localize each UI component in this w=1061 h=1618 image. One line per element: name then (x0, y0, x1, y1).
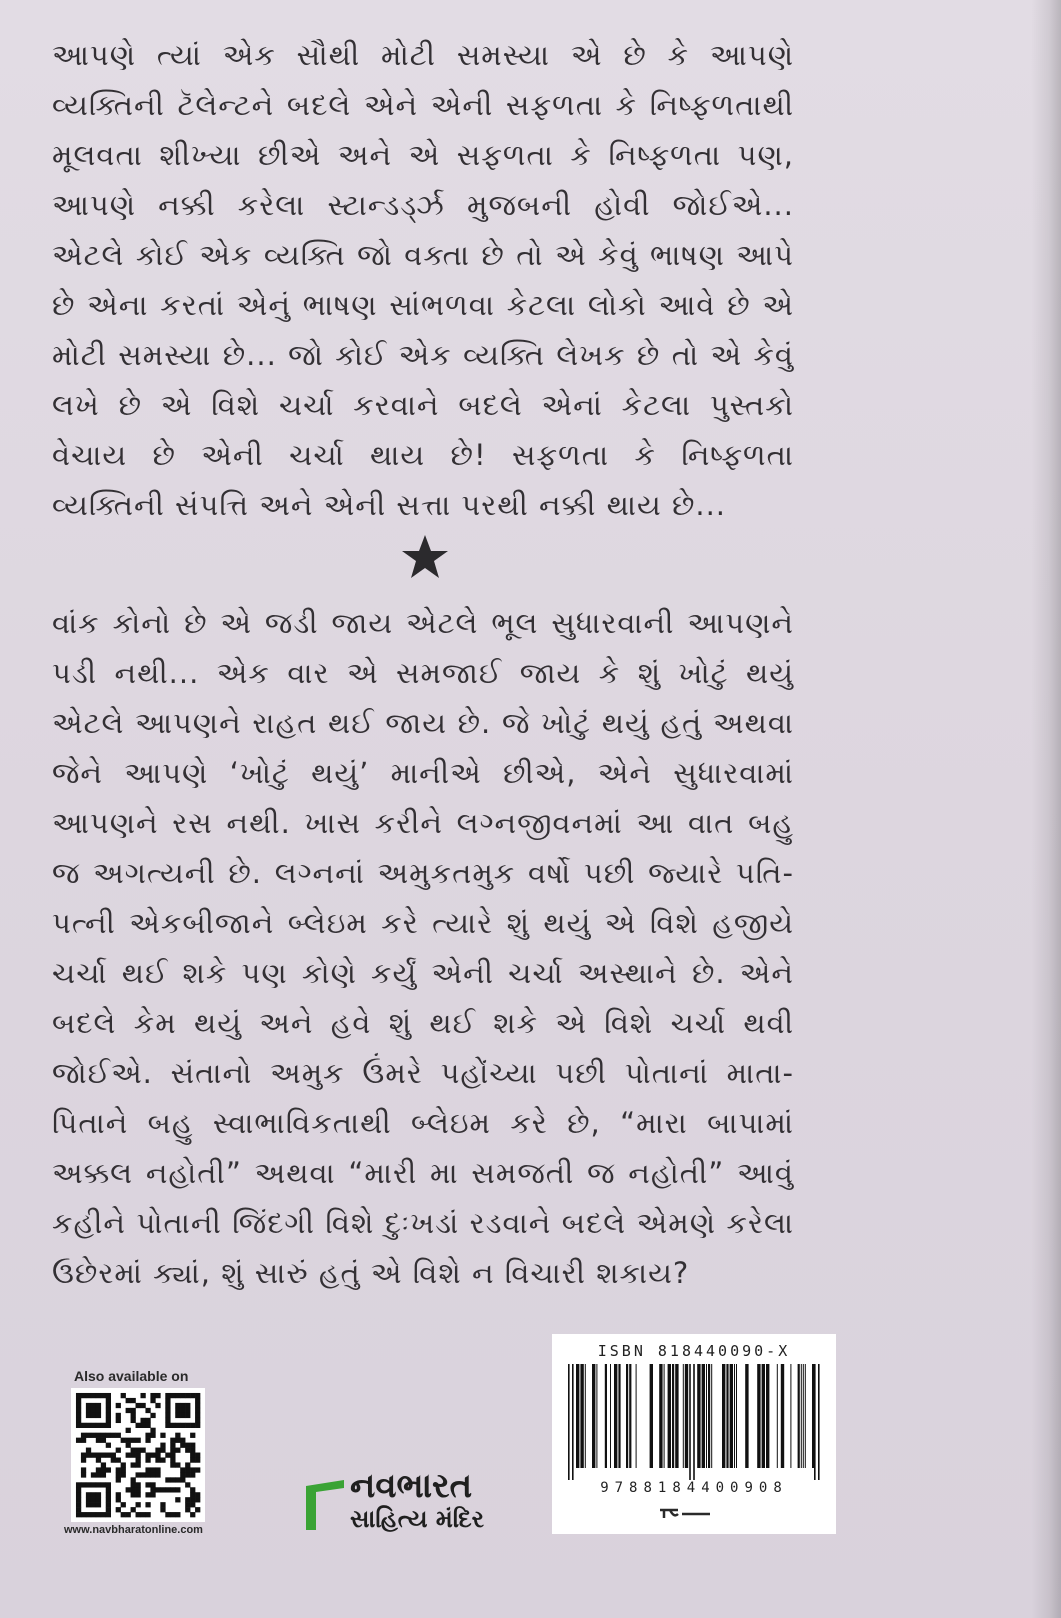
spine-shadow (1031, 0, 1061, 1618)
barcode-label (552, 1334, 836, 1534)
paragraph-1: આપણે ત્યાં એક સૌથી મોટી સમસ્યા એ છે કે આપણે વ્યક્તિની ટૅલેન્ટને બદલે એને એની સફળતા કે નિષ્ફળતાથી મૂલવતા શીખ્યા છીએ અને એ સફળતા કે નિષ્ફળતા પણ, આપણે નક્કી કરેલા સ્ટાન્ડર્ડ્ઝ મુજબની હોવી જોઈએ... એટલે કોઈ એક વ્યક્તિ જો વક્તા છે તો એ કેવું ભાષણ આપે છે એના કરતાં એનું ભાષણ સાંભળવા કેટલા લોકો આવે છે એ મોટી સમસ્યા છે... જો કોઈ એક વ્યક્તિ લેખક છે તો એ કેવું લખે છે એ વિશે ચર્ચા કરવાને બદલે એનાં કેટલા પુસ્તકો વેચાય છે એની ચર્ચા થાય છે! સફળતા કે નિષ્ફળતા વ્યક્તિની સંપત્તિ અને એની સત્તા પરથી નક્કી થાય છે... (52, 38, 794, 522)
publisher-name: નવભારત (350, 1466, 473, 1506)
paragraph-2: વાંક કોનો છે એ જડી જાય એટલે ભૂલ સુધારવાની આપણને પડી નથી... એક વાર એ સમજાઈ જાય કે શું ખોટું થયું એટલે આપણને રાહત થઈ જાય છે. જે ખોટું થયું હતું અથવા જેને આપણે ‘ખોટું થયું’ માનીએ છીએ, એને સુધારવામાં આપણને રસ નથી. ખાસ કરીને લગ્નજીવનમાં આ વાત બહુ જ અગત્યની છે. લગ્નનાં અમુકતમુક વર્ષો પછી જ્યારે પતિ-પત્ની એકબીજાને બ્લેઇમ કરે ત્યારે શું થયું એ વિશે હજીયે ચર્ચા થઈ શકે પણ કોણે કર્યું એની ચર્ચા અસ્થાને છે. એને બદલે કેમ થયું અને હવે શું થઈ શકે એ વિશે ચર્ચા થવી જોઈએ. સંતાનો અમુક ઉંમરે પહોંચ્યા પછી પોતાનાં માતા-પિતાને બહુ સ્વાભાવિકતાથી બ્લેઇમ કરે છે, “મારા બાપામાં અક્કલ નહોતી” અથવા “મારી મા સમજતી જ નહોતી” આવું કહીને પોતાની જિંદગી વિશે દુઃખડાં રડવાને બદલે એમણે કરેલા ઉછેરમાં ક્યાં, શું સારું હતું એ વિશે ન વિચારી શકાય? (52, 606, 794, 1290)
price-stamp-icon (658, 1506, 712, 1520)
ean-digits: 9788184400908 (600, 1480, 788, 1496)
website-url: www.navbharatonline.com (64, 1524, 203, 1536)
also-available-label: Also available on (74, 1368, 189, 1384)
publisher-subtitle: સાહિત્ય મંદિર (350, 1505, 485, 1533)
isbn-number: ISBN 818440090-X (597, 1342, 791, 1360)
publisher-mark-icon (298, 1474, 352, 1534)
barcode-icon (564, 1364, 824, 1480)
star-icon (400, 532, 450, 582)
qr-code-icon[interactable] (71, 1388, 205, 1522)
publisher-logo (298, 1468, 534, 1538)
